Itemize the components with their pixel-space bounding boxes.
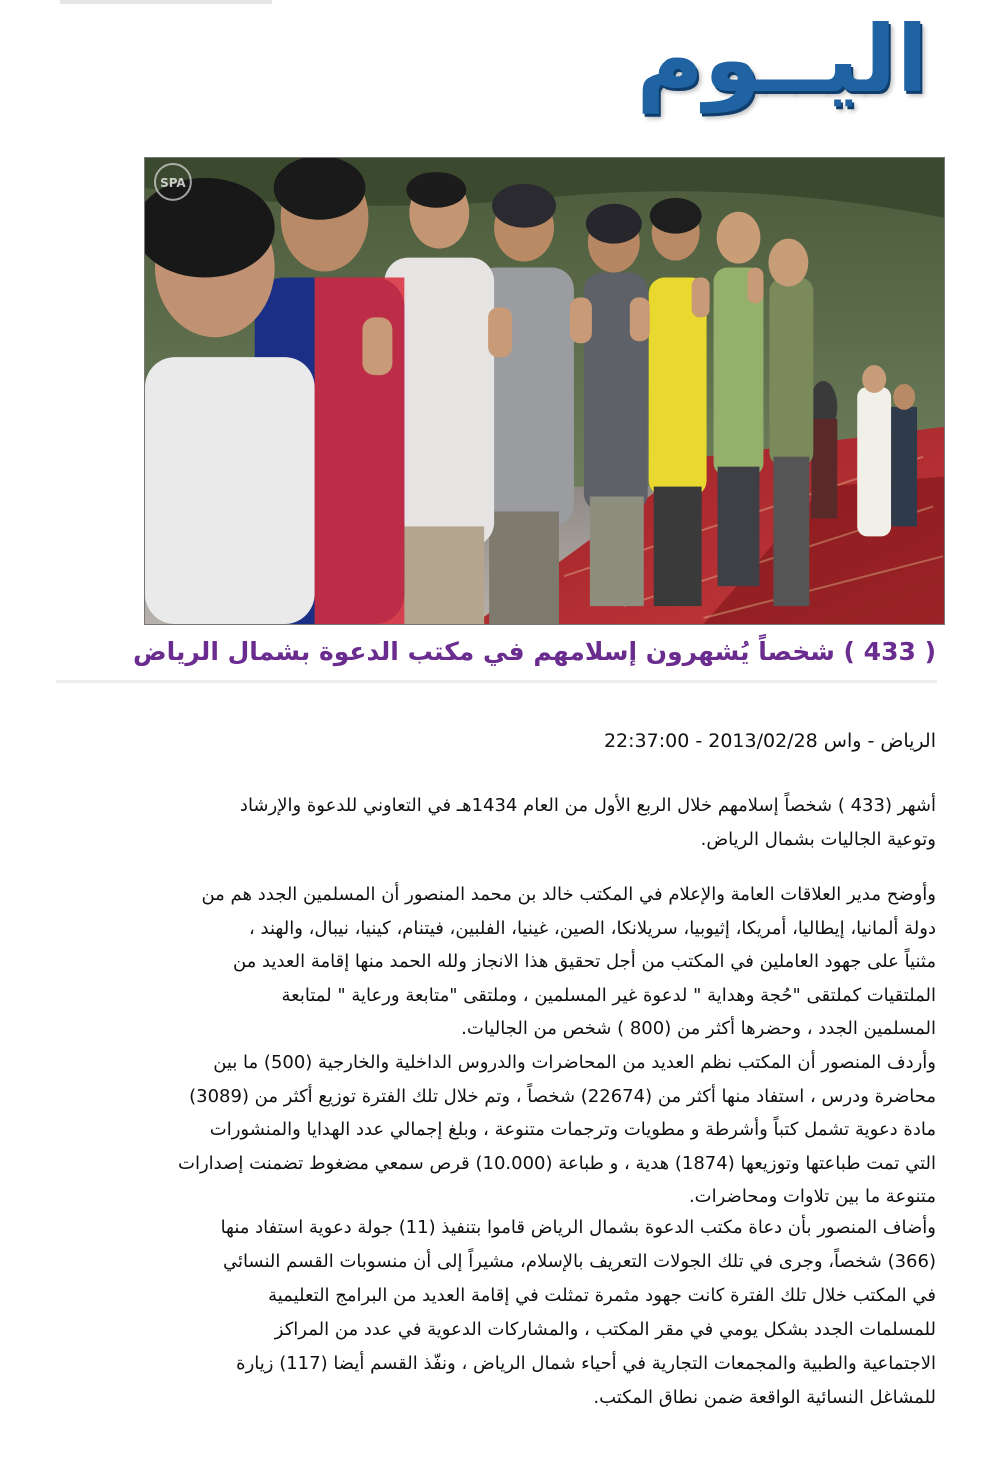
- headline-divider: [56, 680, 937, 683]
- article-paragraph-1: [60, 789, 936, 856]
- top-bar: [60, 0, 272, 4]
- article-paragraph-2: [60, 878, 936, 1046]
- article-headline: ( 433 ) شخصاً يُشهرون إسلامهم في مكتب الدعوة بشمال الرياض: [132, 637, 936, 666]
- paragraph-line: في المكتب خلال تلك الفترة كانت جهود مثمرة تمثلت في إقامة العديد من البرامج التعليمية: [268, 1285, 936, 1306]
- paragraph-line: (366) شخصاً، وجرى في تلك الجولات التعريف بالإسلام، مشيراً إلى أن منسوبات القسم النسائي: [222, 1251, 936, 1272]
- paragraph-line: محاضرة ودرس ، استفاد منها أكثر من (22674) شخصاً ، وتم خلال تلك الفترة توزيع أكثر من (3089): [189, 1085, 936, 1107]
- paragraph-line: الاجتماعية والطبية والمجمعات التجارية في أحياء شمال الرياض ، ونفّذ القسم أيضا (117) زيارة: [236, 1353, 936, 1374]
- paragraph-line: للمشاغل النسائية الواقعة ضمن نطاق المكتب.: [593, 1387, 936, 1408]
- paragraph-line: متنوعة ما بين تلاوات ومحاضرات.: [688, 1186, 936, 1207]
- article-paragraph-4: [60, 1211, 936, 1415]
- paragraph-line: وتوعية الجاليات بشمال الرياض.: [700, 828, 936, 850]
- paragraph-line: للمسلمات الجدد بشكل يومي في مقر المكتب ، والمشاركات الدعوية في عدد من المراكز: [274, 1319, 936, 1340]
- article-dateline: الرياض - واس 2013/02/28 - 22:37:00: [603, 730, 936, 752]
- paragraph-line: التي تمت طباعتها وتوزيعها (1874) هدية ، و طباعة (10.000) قرص سمعي مضغوط تضمنت إصدارات: [178, 1152, 936, 1174]
- paragraph-line: مثنياً على جهود العاملين في المكتب من أجل تحقيق هذا الانجاز ولله الحمد منها إقامة العديد من: [232, 951, 936, 972]
- logo-text: اليــوم: [636, 6, 928, 113]
- paragraph-line: الملتقيات كملتقى "حُجة وهداية " لدعوة غير المسلمين ، وملتقى "متابعة ورعاية " لمتابعة: [281, 984, 936, 1006]
- article-photo: [144, 157, 945, 625]
- site-logo[interactable]: [636, 4, 928, 116]
- photo-watermark: SPA: [160, 175, 186, 190]
- article-paragraph-3: [60, 1046, 936, 1214]
- paragraph-line: المسلمين الجدد ، وحضرها أكثر من (800 ) شخص من الجاليات.: [461, 1018, 936, 1039]
- paragraph-line: مادة دعوية تشمل كتباً وأشرطة و مطويات وترجمات متنوعة ، وبلغ إجمالي عدد الهدايا والمنشورات: [209, 1119, 936, 1140]
- paragraph-line: دولة ألمانيا، إيطاليا، أمريكا، إثيوبيا، سريلانكا، الصين، غينيا، الفلبين، فيتنام، كينيا، نيبال، والهند ،: [249, 917, 936, 939]
- paragraph-line: أشهر (433 ) شخصاً إسلامهم خلال الربع الأول من العام 1434هـ في التعاوني للدعوة والإرشاد: [239, 795, 936, 816]
- paragraph-line: وأوضح مدير العلاقات العامة والإعلام في المكتب خالد بن محمد المنصور أن المسلمين الجدد هم من: [201, 884, 936, 905]
- paragraph-line: وأضاف المنصور بأن دعاة مكتب الدعوة بشمال الرياض قاموا بتنفيذ (11) جولة دعوية استفاد منها: [220, 1217, 936, 1238]
- paragraph-line: وأردف المنصور أن المكتب نظم العديد من المحاضرات والدروس الداخلية والخارجية (500) ما بين: [213, 1052, 936, 1073]
- photo-illustration: [145, 158, 944, 624]
